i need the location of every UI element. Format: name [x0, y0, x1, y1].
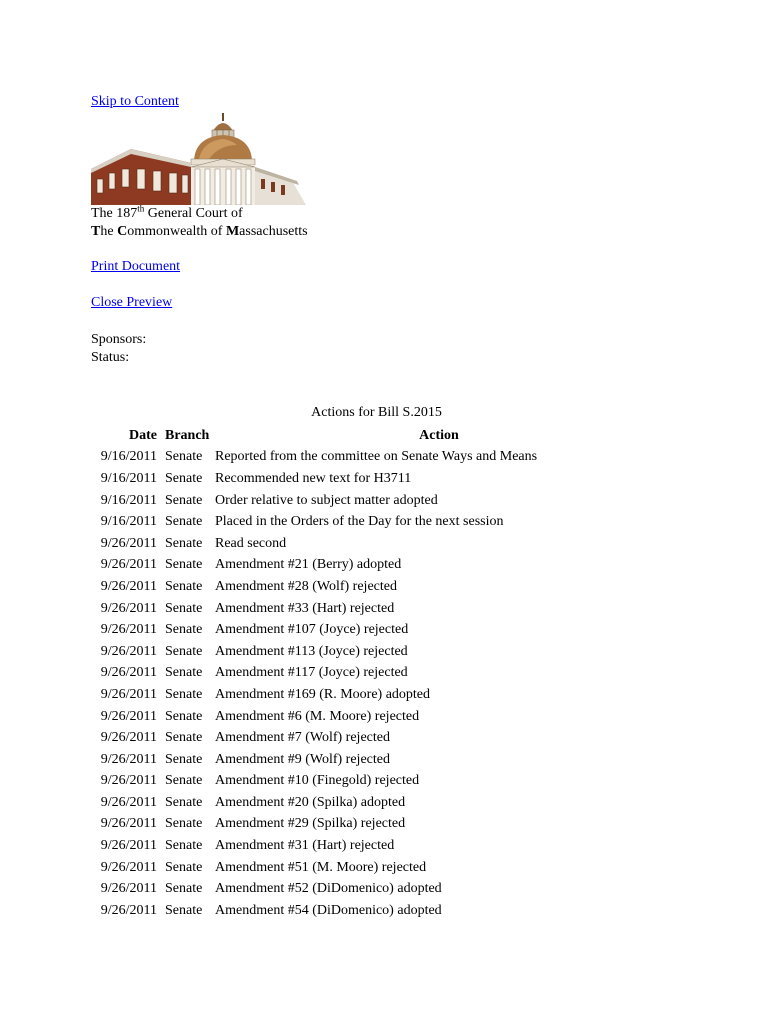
initial-c: C	[117, 224, 128, 239]
cell-action: Amendment #113 (Joyce) rejected	[215, 643, 408, 659]
cell-date: 9/16/2011	[100, 492, 157, 508]
table-row	[87, 706, 665, 728]
cell-action: Read second	[215, 535, 287, 551]
court-line-2	[91, 223, 308, 241]
cell-branch: Senate	[165, 708, 203, 724]
header-branch: Branch	[165, 427, 210, 443]
cell-branch: Senate	[165, 622, 203, 638]
table-row	[87, 727, 665, 749]
cell-branch: Senate	[165, 859, 203, 875]
cell-action: Amendment #7 (Wolf) rejected	[215, 730, 390, 746]
cell-date: 9/16/2011	[100, 449, 157, 465]
cell-action: Amendment #10 (Finegold) rejected	[215, 773, 420, 789]
header-date: Date	[129, 427, 157, 443]
skip-to-content-link[interactable]: Skip to Content	[91, 94, 179, 109]
cell-action: Order relative to subject matter adopted	[215, 492, 438, 508]
cell-action: Amendment #28 (Wolf) rejected	[215, 578, 397, 594]
table-row	[87, 900, 665, 922]
cell-action: Amendment #9 (Wolf) rejected	[215, 751, 390, 767]
header-action: Action	[419, 427, 459, 443]
cell-date: 9/26/2011	[100, 557, 157, 573]
cell-action: Amendment #31 (Hart) rejected	[215, 838, 395, 854]
cell-date: 9/26/2011	[100, 600, 157, 616]
ordinal-suffix: th	[137, 203, 145, 214]
cell-branch: Senate	[165, 816, 203, 832]
initial-t: T	[91, 224, 101, 239]
cell-date: 9/26/2011	[100, 708, 157, 724]
initial-m: M	[225, 224, 240, 239]
cell-branch: Senate	[165, 557, 203, 573]
cell-date: 9/26/2011	[100, 816, 157, 832]
cell-action: Recommended new text for H3711	[215, 470, 412, 486]
cell-branch: Senate	[165, 751, 203, 767]
cell-date: 9/26/2011	[100, 686, 157, 702]
cell-branch: Senate	[165, 838, 203, 854]
table-row	[87, 814, 665, 836]
word-commonwealth: ommonwealth of	[127, 224, 226, 239]
cell-date: 9/26/2011	[100, 902, 157, 918]
court-line-1	[91, 205, 308, 223]
cell-action: Amendment #117 (Joyce) rejected	[215, 665, 408, 681]
court-line-1-text: The 187	[91, 206, 138, 221]
cell-branch: Senate	[165, 578, 203, 594]
cell-branch: Senate	[165, 492, 203, 508]
actions-header-row	[87, 425, 665, 447]
cell-action: Amendment #169 (R. Moore) adopted	[215, 686, 431, 702]
close-preview-link[interactable]: Close Preview	[91, 295, 173, 310]
table-row	[87, 835, 665, 857]
table-row	[87, 511, 665, 533]
table-row	[87, 576, 665, 598]
cell-date: 9/26/2011	[100, 730, 157, 746]
cell-action: Reported from the committee on Senate Ways and Means	[215, 449, 538, 465]
cell-action: Placed in the Orders of the Day for the next session	[215, 514, 504, 530]
cell-action: Amendment #6 (M. Moore) rejected	[215, 708, 420, 724]
cell-action: Amendment #33 (Hart) rejected	[215, 600, 395, 616]
table-row	[87, 555, 665, 577]
cell-branch: Senate	[165, 794, 203, 810]
status-label: Status:	[91, 350, 130, 365]
cell-date: 9/26/2011	[100, 578, 157, 594]
table-row	[87, 792, 665, 814]
actions-table-caption: Actions for Bill S.2015	[311, 405, 442, 420]
table-row	[87, 468, 665, 490]
state-house-logo	[91, 111, 306, 205]
actions-table	[87, 425, 665, 922]
table-row	[87, 490, 665, 512]
cell-date: 9/26/2011	[100, 838, 157, 854]
court-line-1-suffix: General Court of	[144, 206, 243, 221]
table-row	[87, 684, 665, 706]
cell-action: Amendment #52 (DiDomenico) adopted	[215, 881, 442, 897]
print-document-link[interactable]: Print Document	[91, 259, 181, 274]
cell-branch: Senate	[165, 665, 203, 681]
word-the: he	[100, 224, 118, 239]
cell-branch: Senate	[165, 881, 203, 897]
cell-date: 9/26/2011	[100, 773, 157, 789]
table-row	[87, 878, 665, 900]
cell-date: 9/26/2011	[100, 751, 157, 767]
table-row	[87, 857, 665, 879]
cell-action: Amendment #29 (Spilka) rejected	[215, 816, 406, 832]
general-court-heading	[91, 205, 308, 241]
cell-date: 9/26/2011	[100, 665, 157, 681]
cell-action: Amendment #51 (M. Moore) rejected	[215, 859, 427, 875]
cell-action: Amendment #20 (Spilka) adopted	[215, 794, 406, 810]
cell-branch: Senate	[165, 643, 203, 659]
table-row	[87, 749, 665, 771]
cell-branch: Senate	[165, 470, 203, 486]
cell-date: 9/16/2011	[100, 470, 157, 486]
table-row	[87, 771, 665, 793]
cell-date: 9/26/2011	[100, 881, 157, 897]
cell-branch: Senate	[165, 535, 203, 551]
table-row	[87, 619, 665, 641]
bill-meta	[91, 331, 146, 367]
cell-branch: Senate	[165, 730, 203, 746]
cell-date: 9/26/2011	[100, 859, 157, 875]
cell-action: Amendment #21 (Berry) adopted	[215, 557, 402, 573]
word-massachusetts: assachusetts	[239, 224, 308, 239]
cell-branch: Senate	[165, 902, 203, 918]
sponsors-label: Sponsors:	[91, 332, 147, 347]
cell-branch: Senate	[165, 514, 203, 530]
cell-action: Amendment #54 (DiDomenico) adopted	[215, 902, 442, 918]
cell-action: Amendment #107 (Joyce) rejected	[215, 622, 409, 638]
table-row	[87, 641, 665, 663]
cell-branch: Senate	[165, 686, 203, 702]
table-row	[87, 598, 665, 620]
cell-date: 9/26/2011	[100, 794, 157, 810]
table-row	[87, 533, 665, 555]
cell-branch: Senate	[165, 773, 203, 789]
table-row	[87, 663, 665, 685]
cell-branch: Senate	[165, 600, 203, 616]
cell-date: 9/16/2011	[100, 514, 157, 530]
cell-date: 9/26/2011	[100, 622, 157, 638]
cell-date: 9/26/2011	[100, 643, 157, 659]
cell-branch: Senate	[165, 449, 203, 465]
cell-date: 9/26/2011	[100, 535, 157, 551]
table-row	[87, 447, 665, 469]
